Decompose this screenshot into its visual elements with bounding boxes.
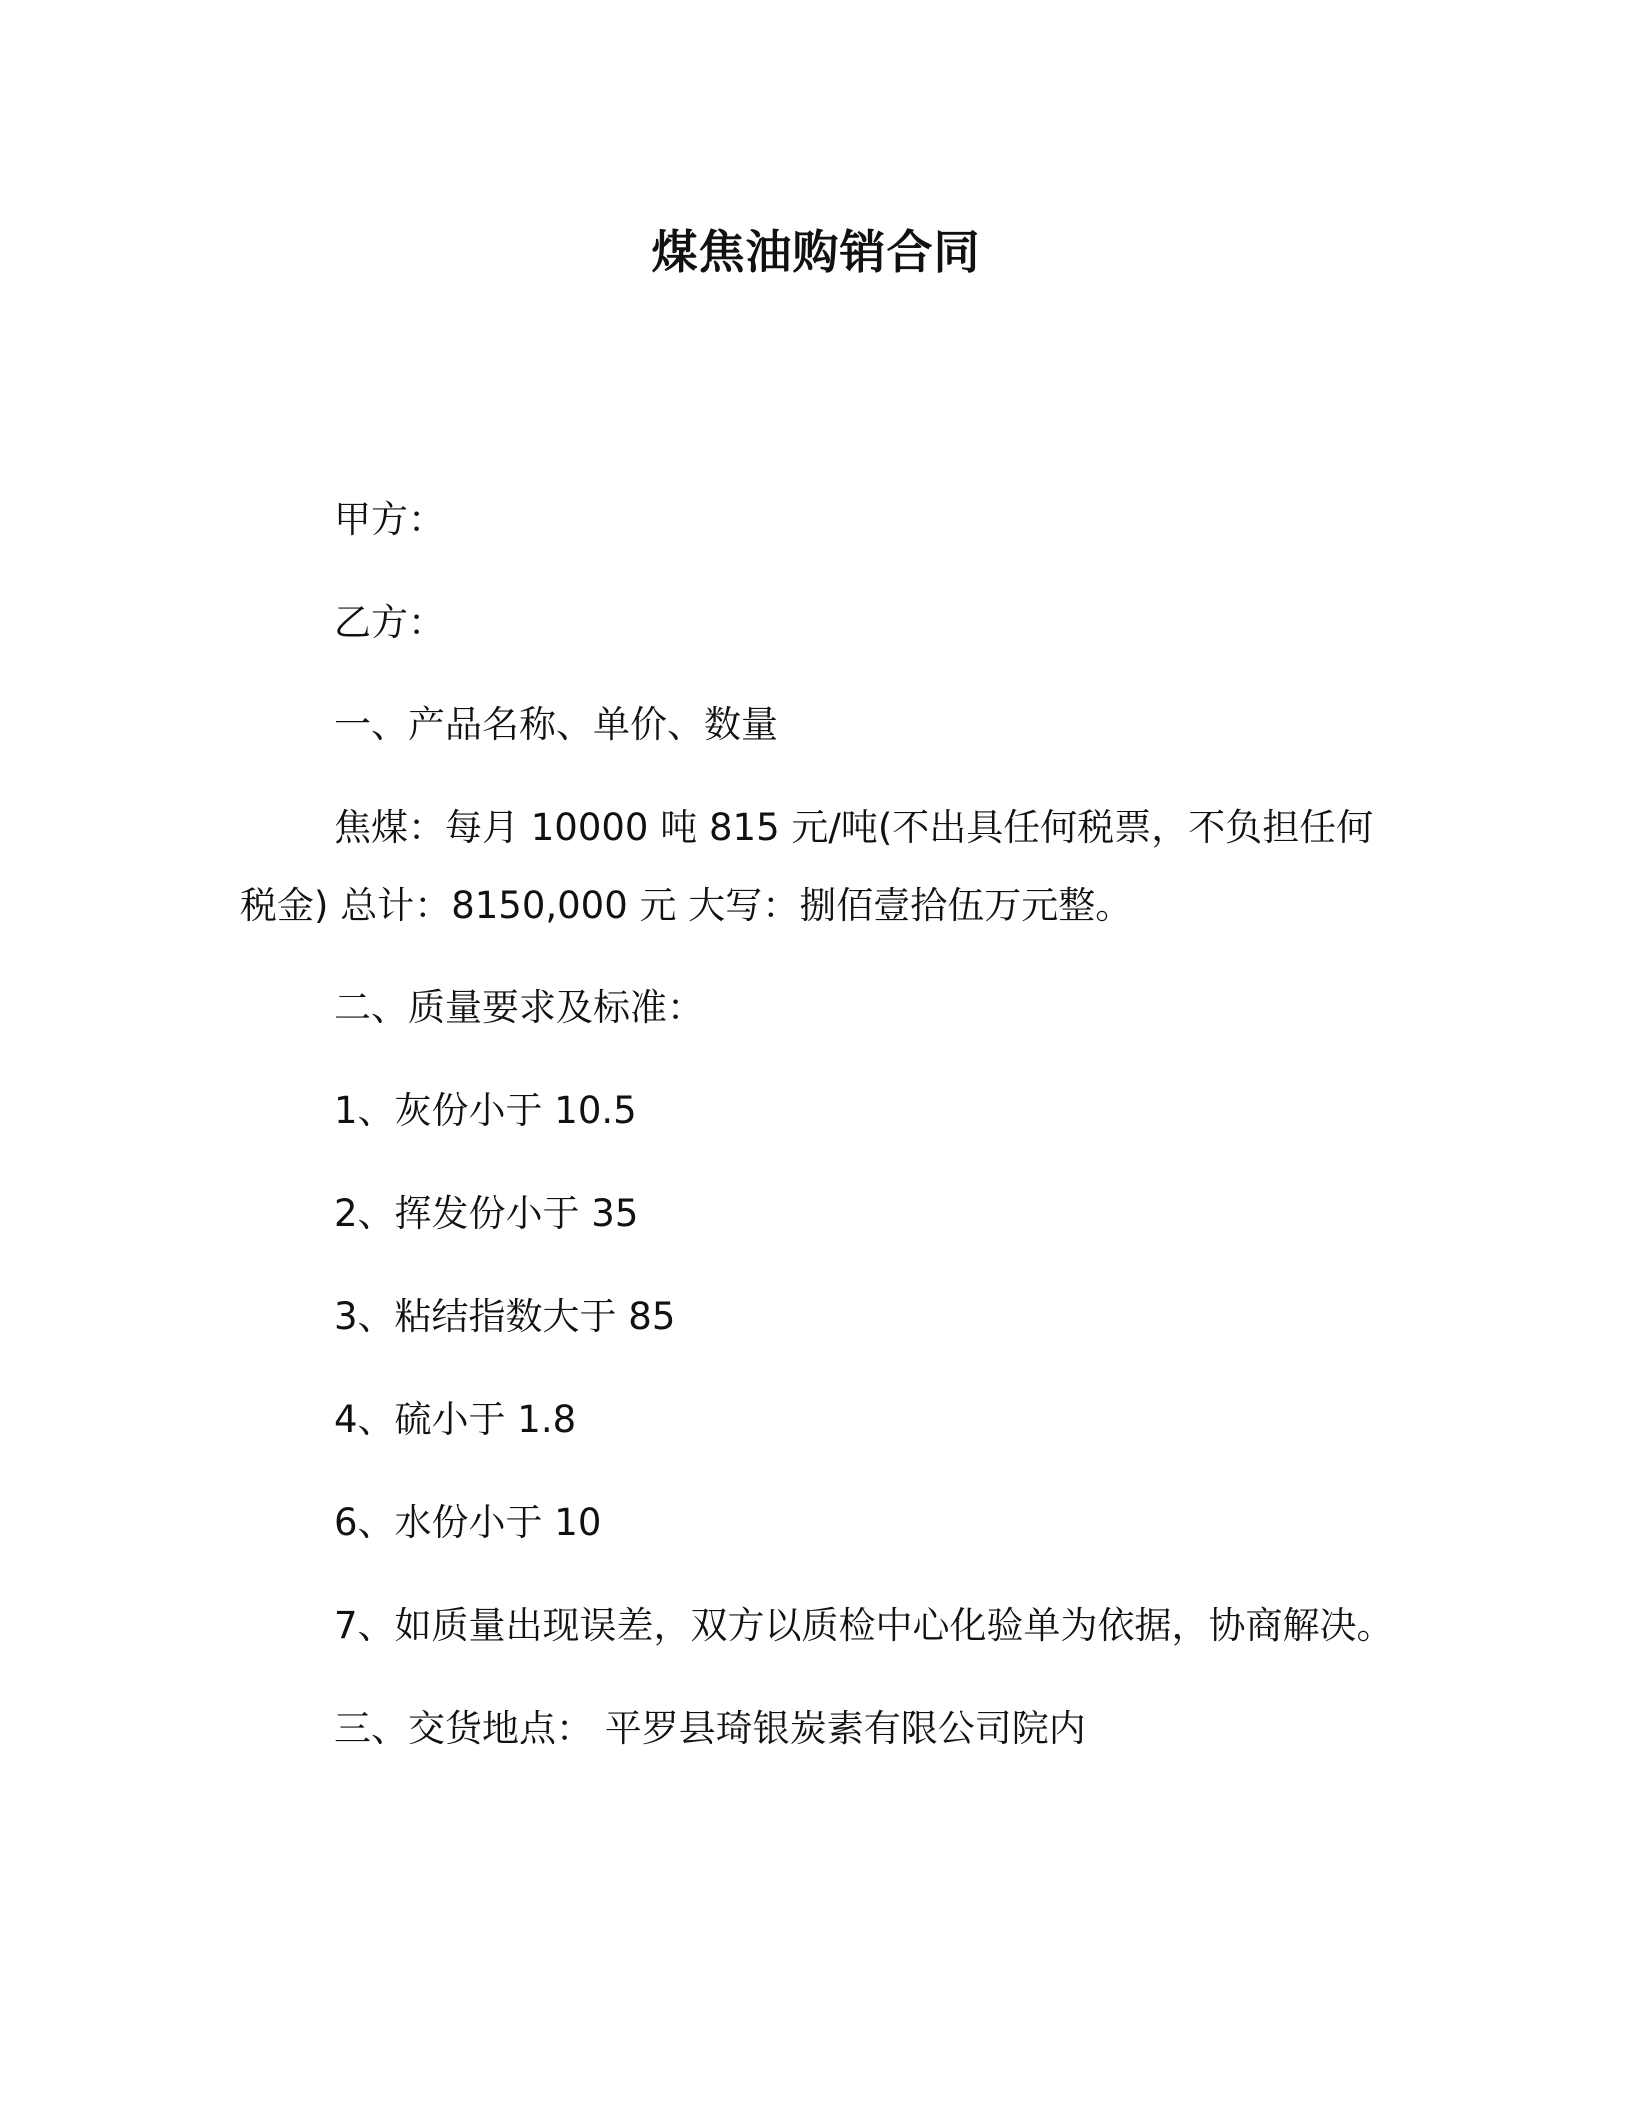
quality-item: 4、硫小于 1.8	[334, 1398, 577, 1441]
section-3-heading: 三、交货地点： 平罗县琦银炭素有限公司院内	[334, 1707, 1086, 1750]
product-paragraph: 焦煤：每月 10000 吨 815 元/吨(不出具任何税票，不负担任何税金) 总计：8150,000 元 大写：捌佰壹拾伍万元整。	[240, 806, 1374, 927]
section-1-heading: 一、产品名称、单价、数量	[334, 703, 778, 746]
document-title: 煤焦油购销合同	[651, 225, 981, 279]
party-b-label: 乙方：	[334, 601, 445, 644]
quality-item: 3、粘结指数大于 85	[334, 1295, 676, 1338]
party-a-label: 甲方：	[334, 498, 445, 541]
quality-item: 2、挥发份小于 35	[334, 1192, 639, 1235]
quality-item: 7、如质量出现误差，双方以质检中心化验单为依据，协商解决。	[334, 1604, 1394, 1647]
quality-item: 6、水份小于 10	[334, 1501, 602, 1544]
quality-item: 1、灰份小于 10.5	[334, 1089, 637, 1132]
section-2-heading: 二、质量要求及标准：	[334, 986, 704, 1029]
